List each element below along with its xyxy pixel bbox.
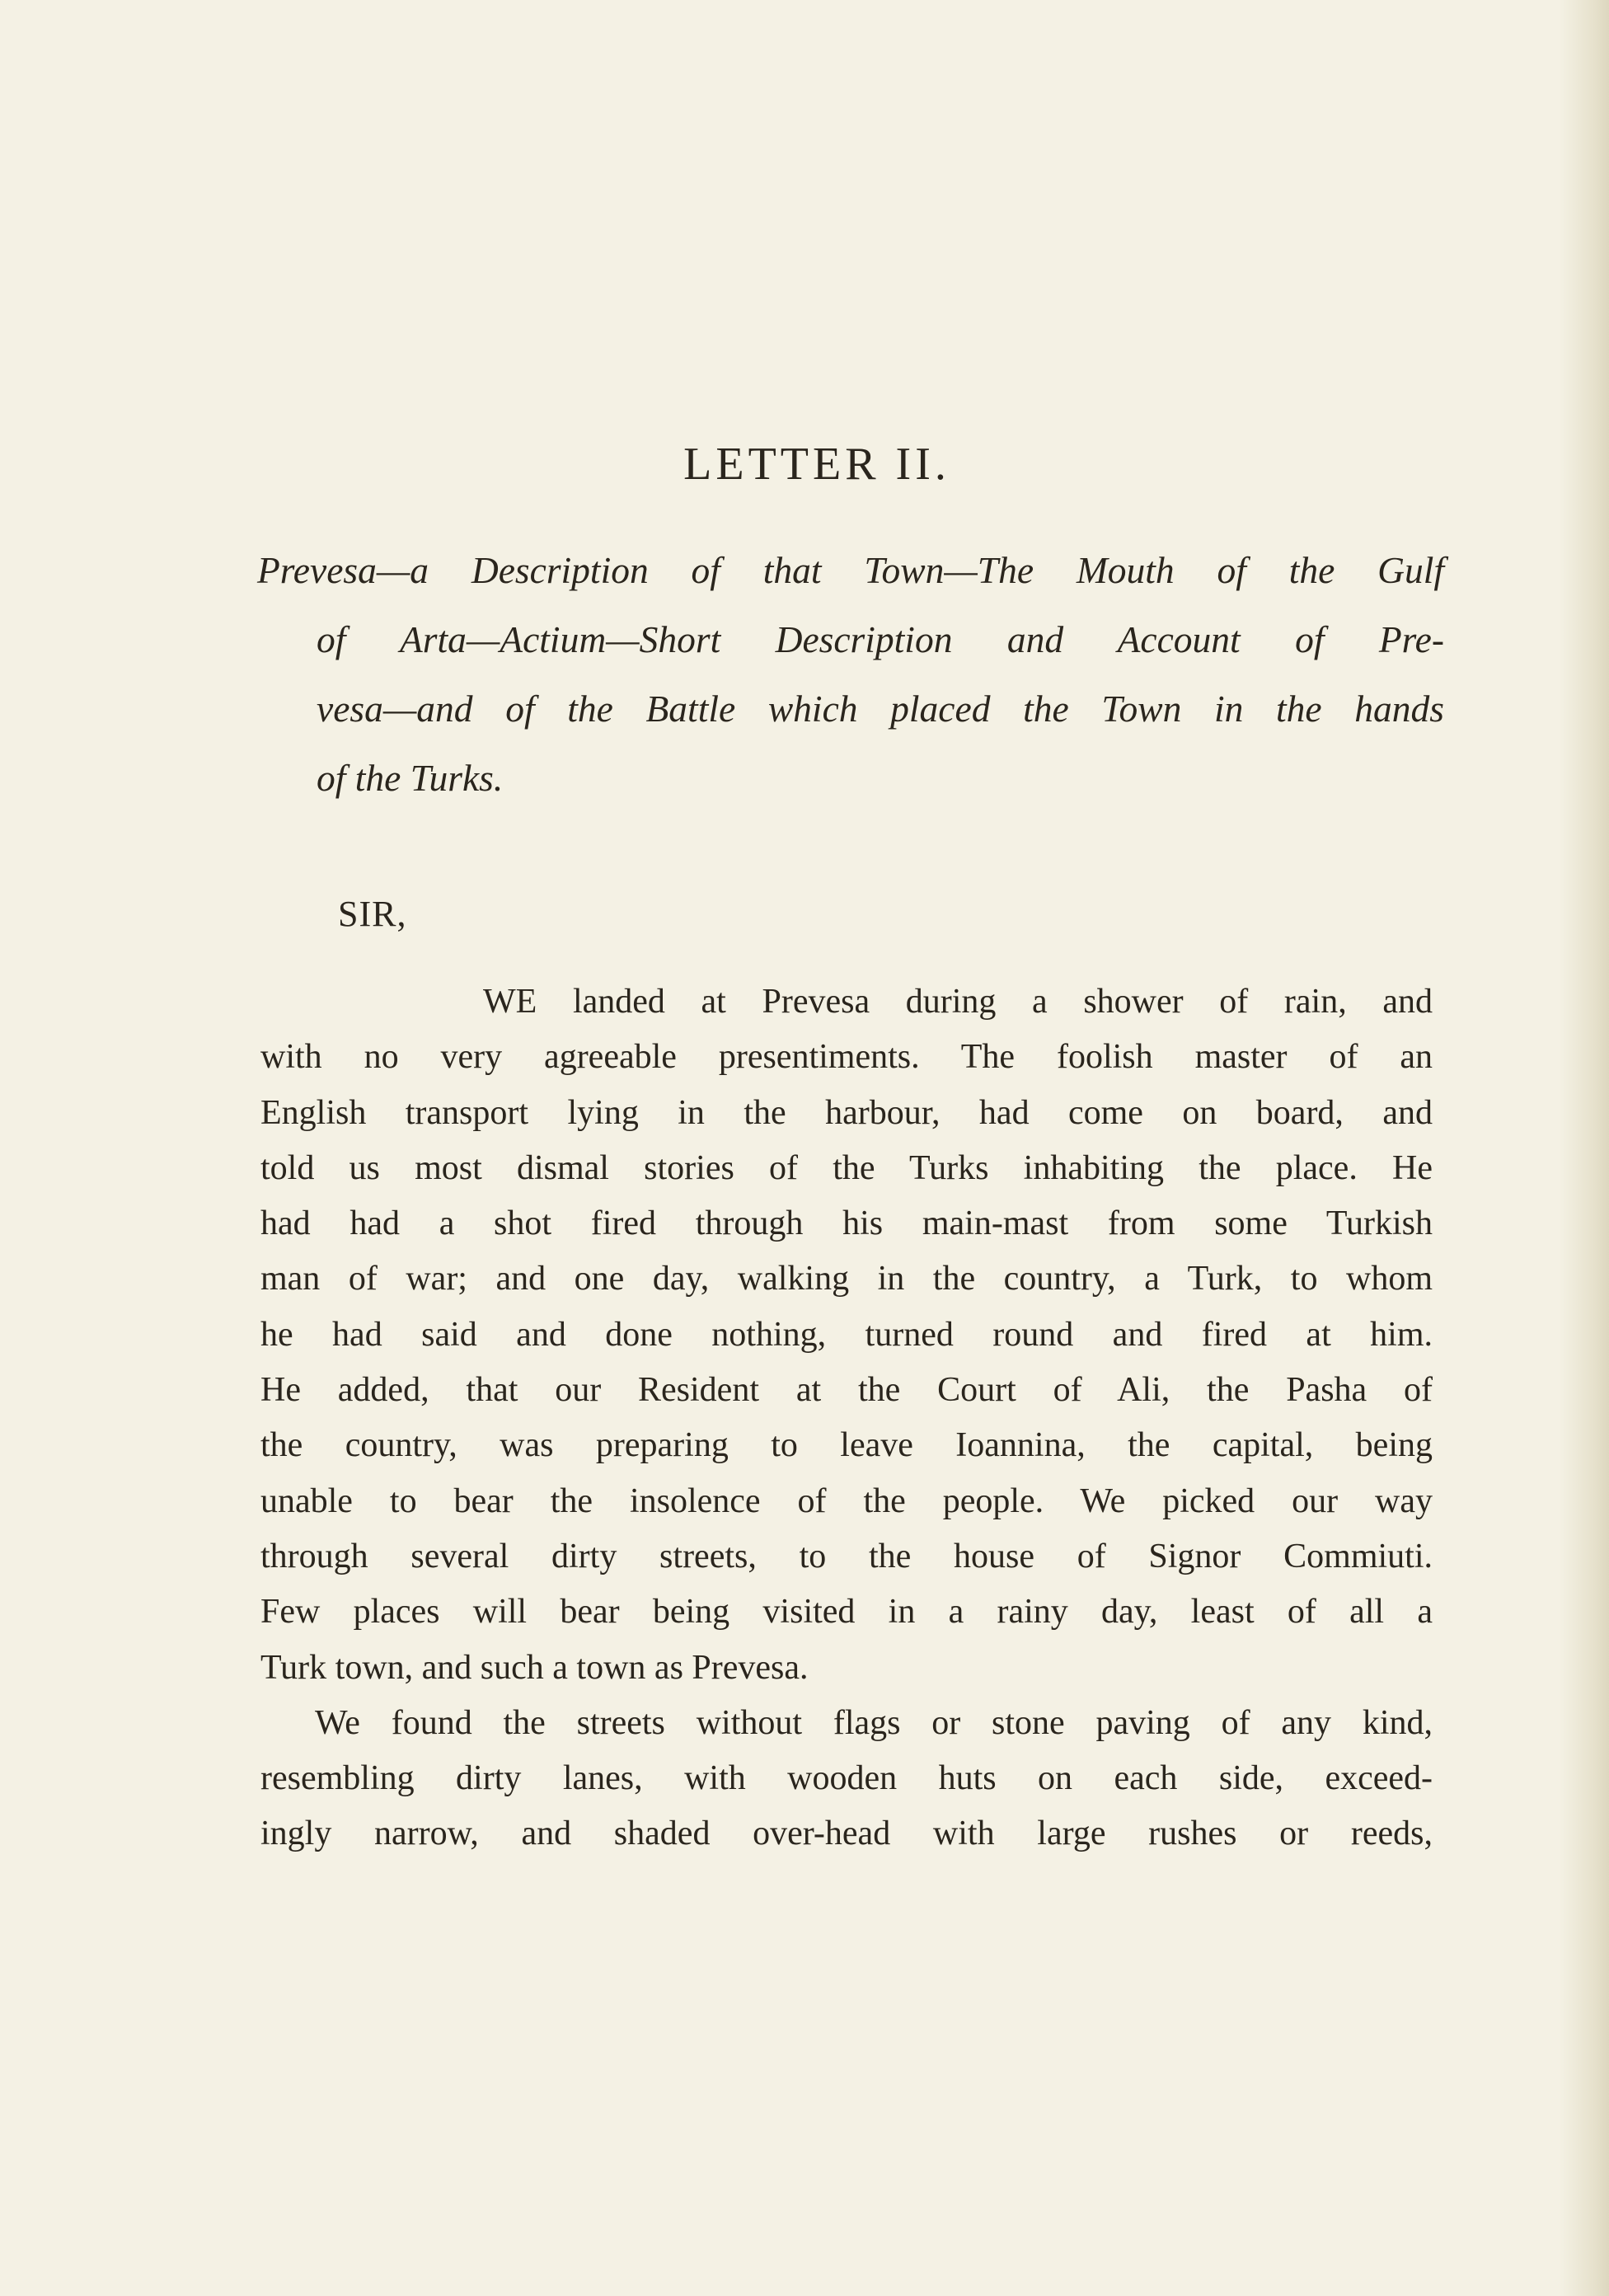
- body-line: ingly narrow, and shaded over-head with large rushes or reeds,: [260, 1815, 1433, 1853]
- body-line: WE landed at Prevesa during a shower of rain, and: [483, 983, 1433, 1021]
- body-line: told us most dismal stories of the Turks inhabiting the place. He: [260, 1148, 1433, 1187]
- body-line: man of war; and one day, walking in the country, a Turk, to whom: [260, 1260, 1433, 1298]
- body-line: Turk town, and such a town as Prevesa.: [260, 1648, 809, 1687]
- body-line: he had said and done nothing, turned round and fired at him.: [260, 1315, 1433, 1354]
- letter-title: LETTER II.: [683, 438, 950, 490]
- salutation: SIR,: [338, 894, 407, 934]
- body-line: English transport lying in the harbour, had come on board, and: [260, 1093, 1433, 1132]
- summary-line: vesa—and of the Battle which placed the Town in the hands: [317, 688, 1444, 730]
- summary-line: of the Turks.: [317, 757, 504, 799]
- chapter-summary: [257, 536, 1444, 813]
- summary-line: of Arta—Actium—Short Description and Account of Pre-: [317, 618, 1444, 660]
- body-line: resembling dirty lanes, with wooden huts on each side, exceed-: [260, 1759, 1433, 1798]
- body-line: through several dirty streets, to the house of Signor Commiuti.: [260, 1537, 1433, 1575]
- page-edge-shadow: [1560, 0, 1609, 2296]
- body-line: had had a shot fired through his main-mast from some Turkish: [260, 1204, 1433, 1243]
- body-line: with no very agreeable presentiments. The foolish master of an: [260, 1038, 1433, 1077]
- body-line: unable to bear the insolence of the people. We picked our way: [260, 1481, 1433, 1520]
- body-line: Few places will bear being visited in a rainy day, least of all a: [260, 1593, 1433, 1632]
- summary-line: Prevesa—a Description of that Town—The Mouth of the Gulf: [257, 549, 1444, 591]
- letter-body: [260, 974, 1433, 1862]
- body-line: We found the streets without flags or stone paving of any kind,: [315, 1703, 1433, 1742]
- body-line: the country, was preparing to leave Ioannina, the capital, being: [260, 1426, 1433, 1465]
- body-line: He added, that our Resident at the Court of Ali, the Pasha of: [260, 1371, 1433, 1410]
